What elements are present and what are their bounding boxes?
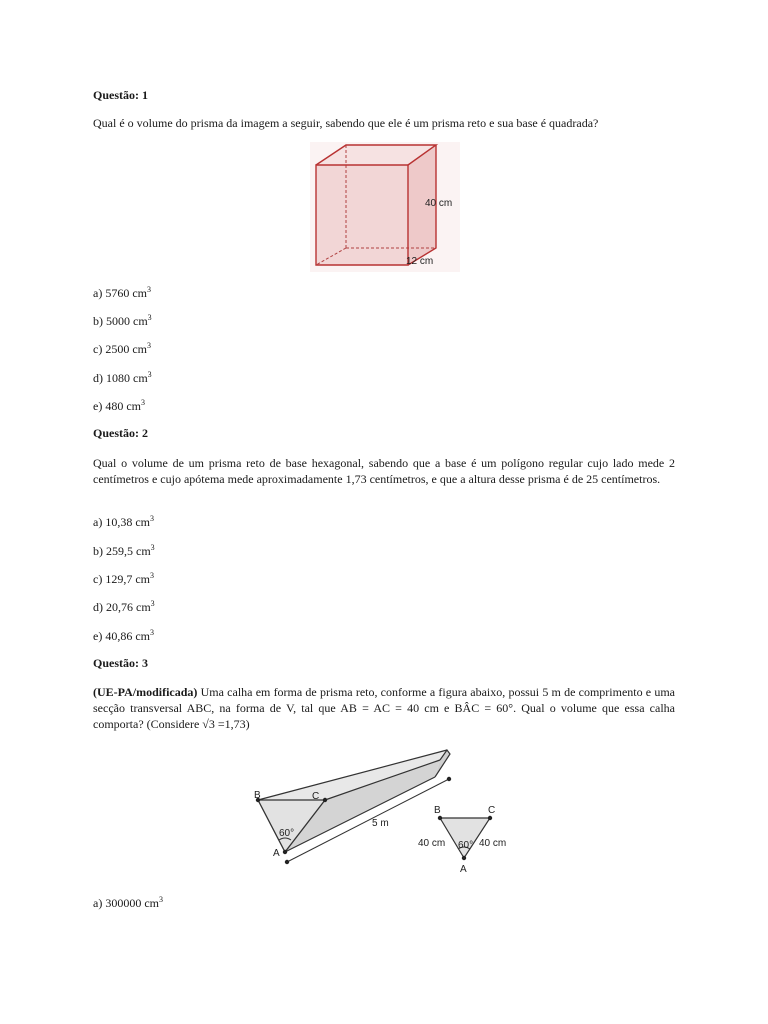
q2-option-c: c) 129,7 $cm^3$ xyxy=(93,571,154,586)
label-b: B xyxy=(254,790,261,801)
gutter-figure xyxy=(250,742,520,877)
vertex-a-point xyxy=(283,850,287,854)
section-label-a: A xyxy=(460,864,467,875)
q2-option-b: b) 259,5 $cm^3$ xyxy=(93,543,155,558)
dimension-point xyxy=(447,777,451,781)
section-label-b: B xyxy=(434,805,441,816)
section-side-right: 40 cm xyxy=(479,838,507,849)
question-3-title: Questão: 3 xyxy=(93,656,148,670)
dimension-point xyxy=(285,860,289,864)
vertex-c-point xyxy=(323,798,327,802)
q3-option-a: a) 300000 $cm^3$ xyxy=(93,895,163,910)
label-length: 5 m xyxy=(372,818,389,829)
height-label: 40 cm xyxy=(425,198,453,209)
section-side-left: 40 cm xyxy=(418,838,446,849)
q1-option-b: b) 5000 $cm^3$ xyxy=(93,313,152,328)
question-2-text: Qual o volume de um prisma reto de base hexagonal, sabendo que a base é um polígono regular cujo lado mede 2 centímetros e cujo apótema mede aproximadamente 1,73 centímetros, e que a altura desse prisma é de 25 centímetros. xyxy=(93,456,675,486)
prism-figure xyxy=(308,140,468,275)
q2-option-e: e) 40,86 $cm^3$ xyxy=(93,628,154,643)
base-label: 12 cm xyxy=(406,256,434,267)
q1-option-c: c) 2500 $cm^3$ xyxy=(93,341,151,356)
question-3-source: (UE-PA/modificada) xyxy=(93,685,198,699)
section-vertex-a xyxy=(462,856,466,860)
q1-option-e: e) 480 $cm^3$ xyxy=(93,398,145,413)
section-label-angle: 60° xyxy=(458,840,474,851)
q1-option-d: d) 1080 $cm^3$ xyxy=(93,370,152,385)
q1-option-a: a) 5760 $cm^3$ xyxy=(93,285,151,300)
question-2-title: Questão: 2 xyxy=(93,426,148,440)
question-1-title: Questão: 1 xyxy=(93,88,148,102)
prism-front-face xyxy=(316,165,408,265)
section-vertex-c xyxy=(488,816,492,820)
question-3-text xyxy=(93,684,675,732)
q2-option-d: d) 20,76 $cm^3$ xyxy=(93,599,155,614)
q2-option-a: a) 10,38 $cm^3$ xyxy=(93,514,154,529)
question-3-body: Uma calha em forma de prisma reto, conforme a figura abaixo, possui 5 m de comprimento e uma secção transversal ABC, na forma de V, tal que AB = AC = 40 cm e BÂC = 60°. Qual o volume que essa calha comporta? (Considere √3 =1,73) xyxy=(93,685,675,731)
section-vertex-b xyxy=(438,816,442,820)
label-angle: 60° xyxy=(279,828,295,839)
label-a: A xyxy=(273,848,280,859)
section-label-c: C xyxy=(488,805,496,816)
question-1-text: Qual é o volume do prisma da imagem a seguir, sabendo que ele é um prisma reto e sua base é quadrada? xyxy=(93,116,599,130)
label-c: C xyxy=(312,791,320,802)
